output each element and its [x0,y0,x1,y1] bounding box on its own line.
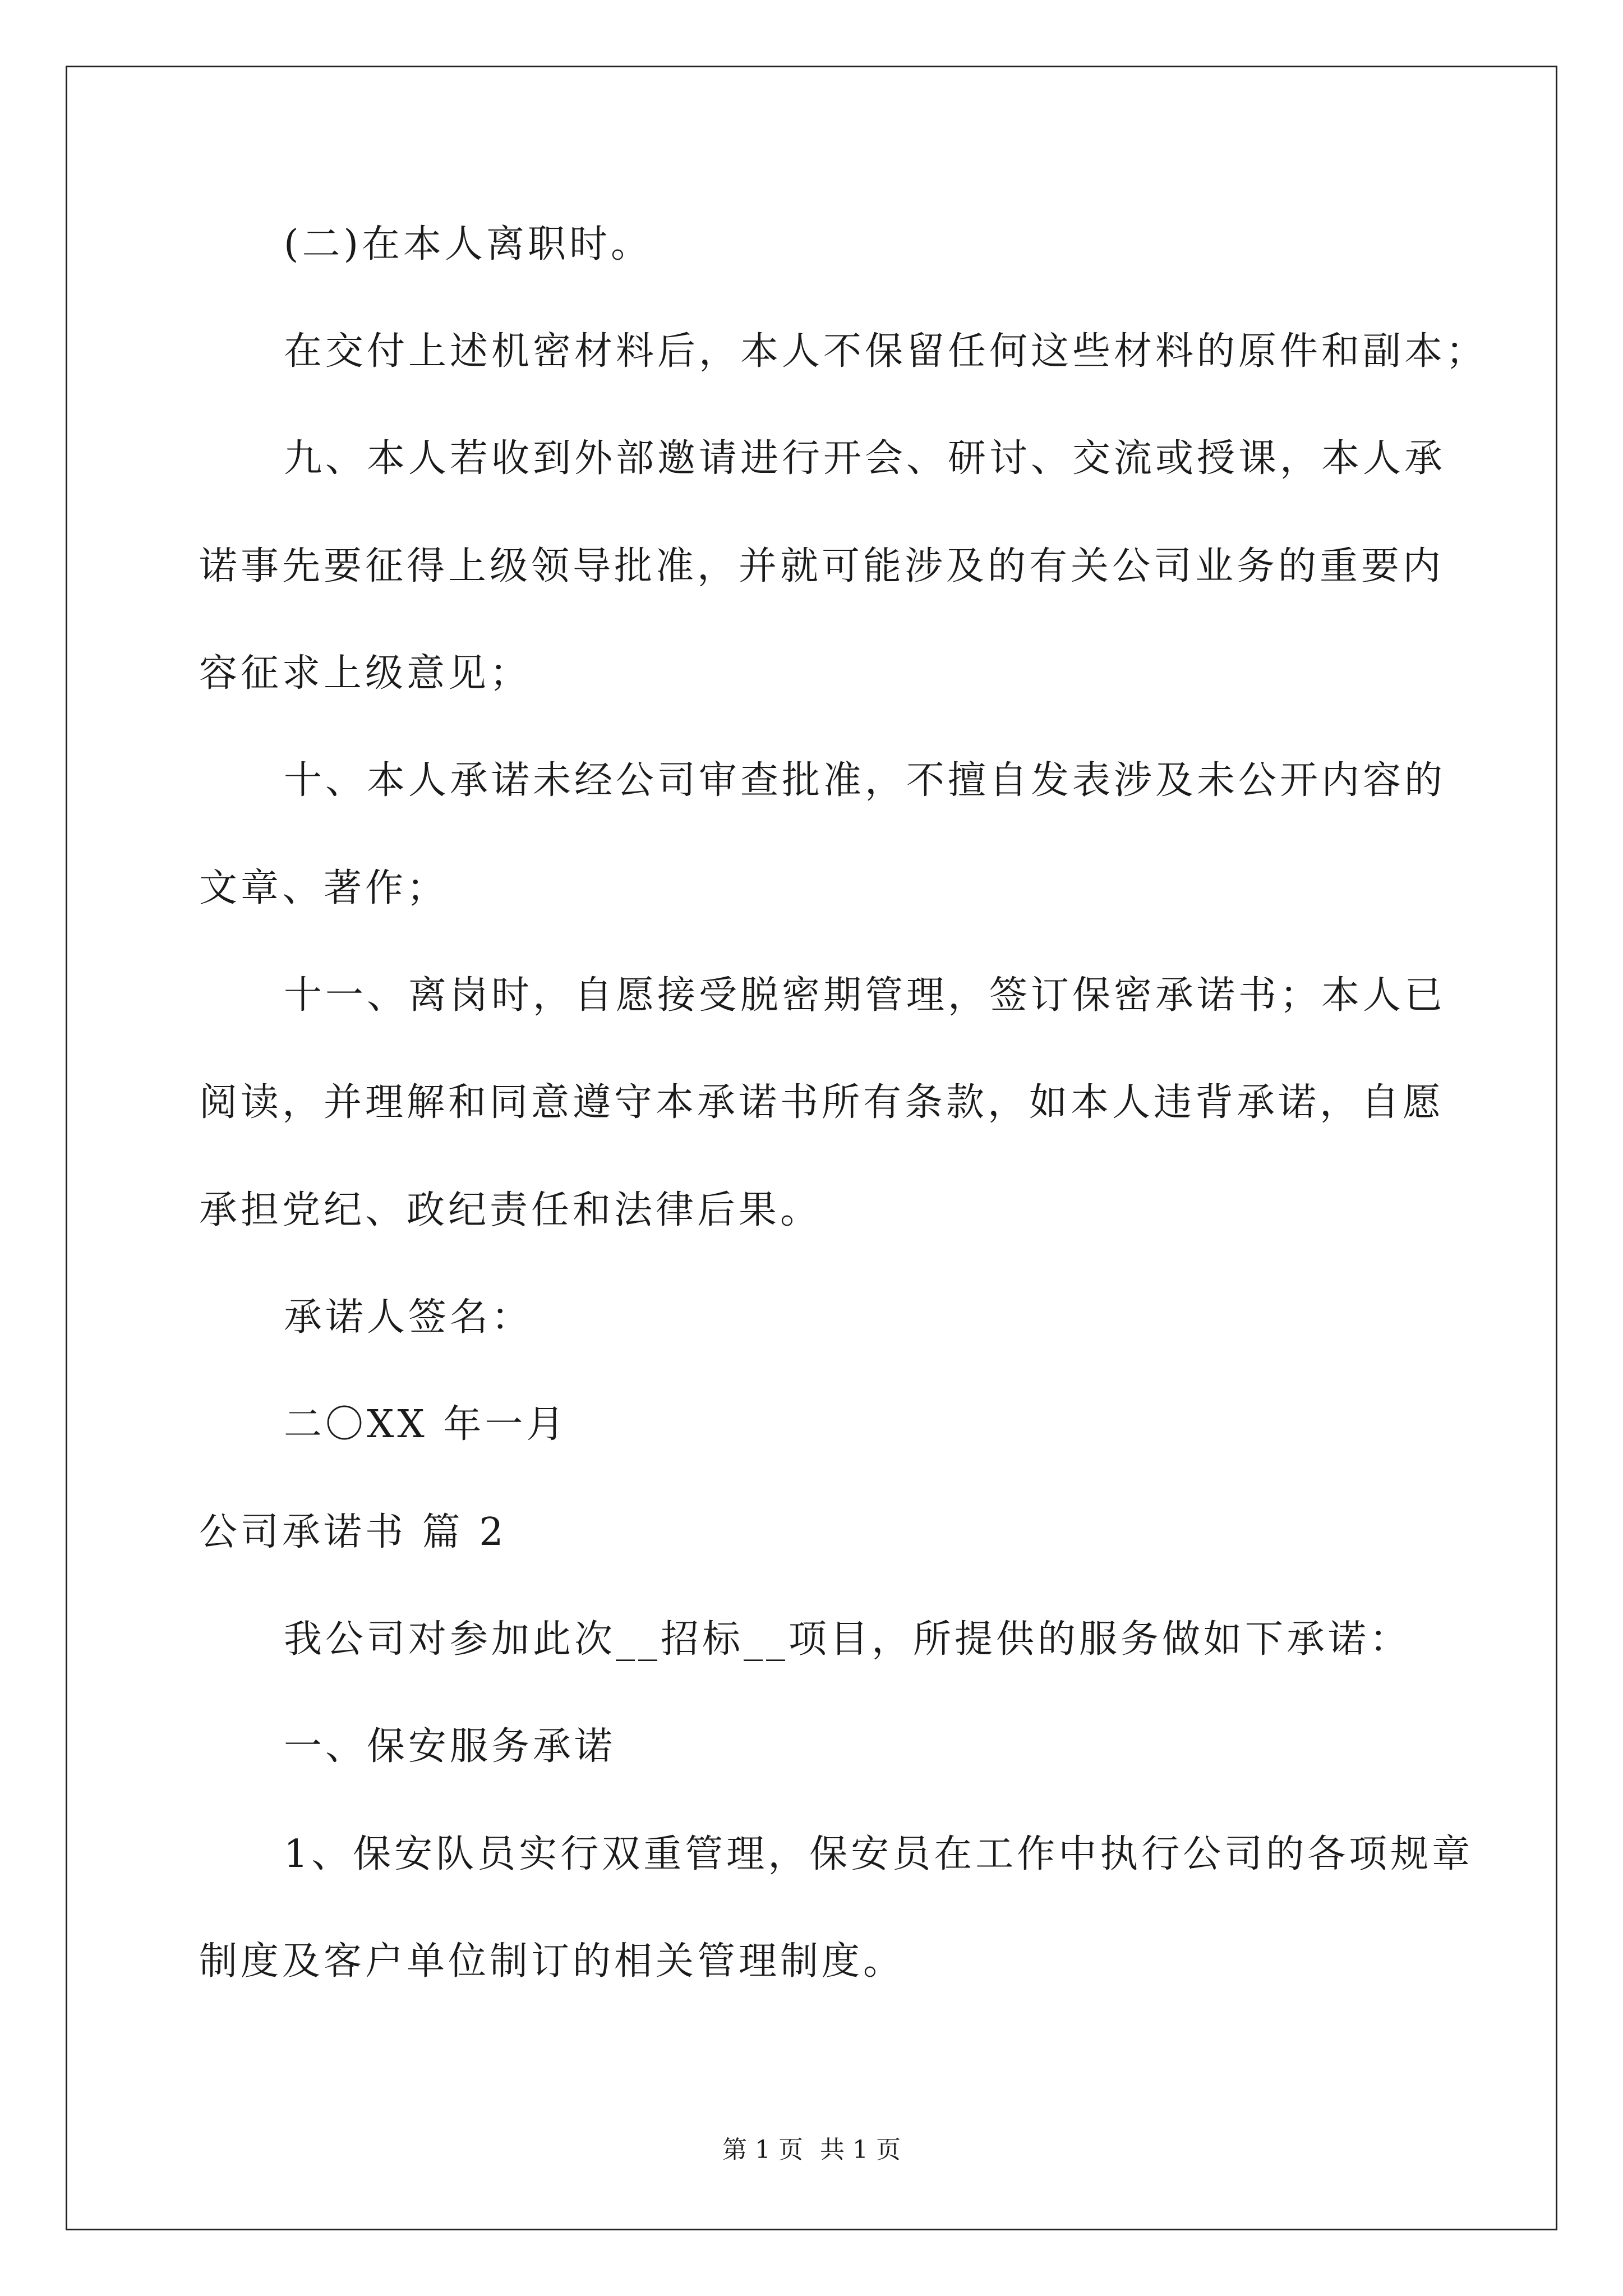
paragraph-line: 文章、著作； [199,866,449,910]
paragraph-line: 我公司对参加此次__招标__项目，所提供的服务做如下承诺： [284,1617,1412,1662]
paragraph-line: 十、本人承诺未经公司审查批准，不擅自发表涉及未公开内容的 [284,758,1446,803]
paragraph-line: 制度及客户单位制订的相关管理制度。 [199,1939,905,1984]
paragraph-line: 九、本人若收到外部邀请进行开会、研讨、交流或授课，本人承 [284,436,1446,481]
paragraph-line: 容征求上级意见； [199,651,532,696]
paragraph-line: 承担党纪、政纪责任和法律后果。 [199,1188,822,1232]
paragraph-line: 诺事先要征得上级领导批准，并就可能涉及的有关公司业务的重要内 [199,544,1445,588]
paragraph-line: 十一、离岗时，自愿接受脱密期管理，签订保密承诺书；本人已 [284,973,1446,1018]
page-footer [0,2134,1623,2166]
paragraph-line: 1、保安队员实行双重管理，保安员在工作中执行公司的各项规章 [284,1832,1474,1876]
paragraph-line: 阅读，并理解和同意遵守本承诺书所有条款，如本人违背承诺，自愿 [199,1080,1445,1125]
page-number: 第 1 页 [722,2136,803,2164]
paragraph-line: (二)在本人离职时。 [284,222,653,266]
date-line: 二〇XX 年一月 [284,1402,568,1447]
paragraph-line: 一、保安服务承诺 [284,1724,616,1769]
paragraph-line: 在交付上述机密材料后，本人不保留任何这些材料的原件和副本； [284,329,1488,374]
signature-label: 承诺人签名： [284,1295,533,1340]
section-title: 公司承诺书 篇 2 [199,1510,507,1554]
page-total: 共 1 页 [820,2136,901,2164]
page-border [66,66,1557,2230]
